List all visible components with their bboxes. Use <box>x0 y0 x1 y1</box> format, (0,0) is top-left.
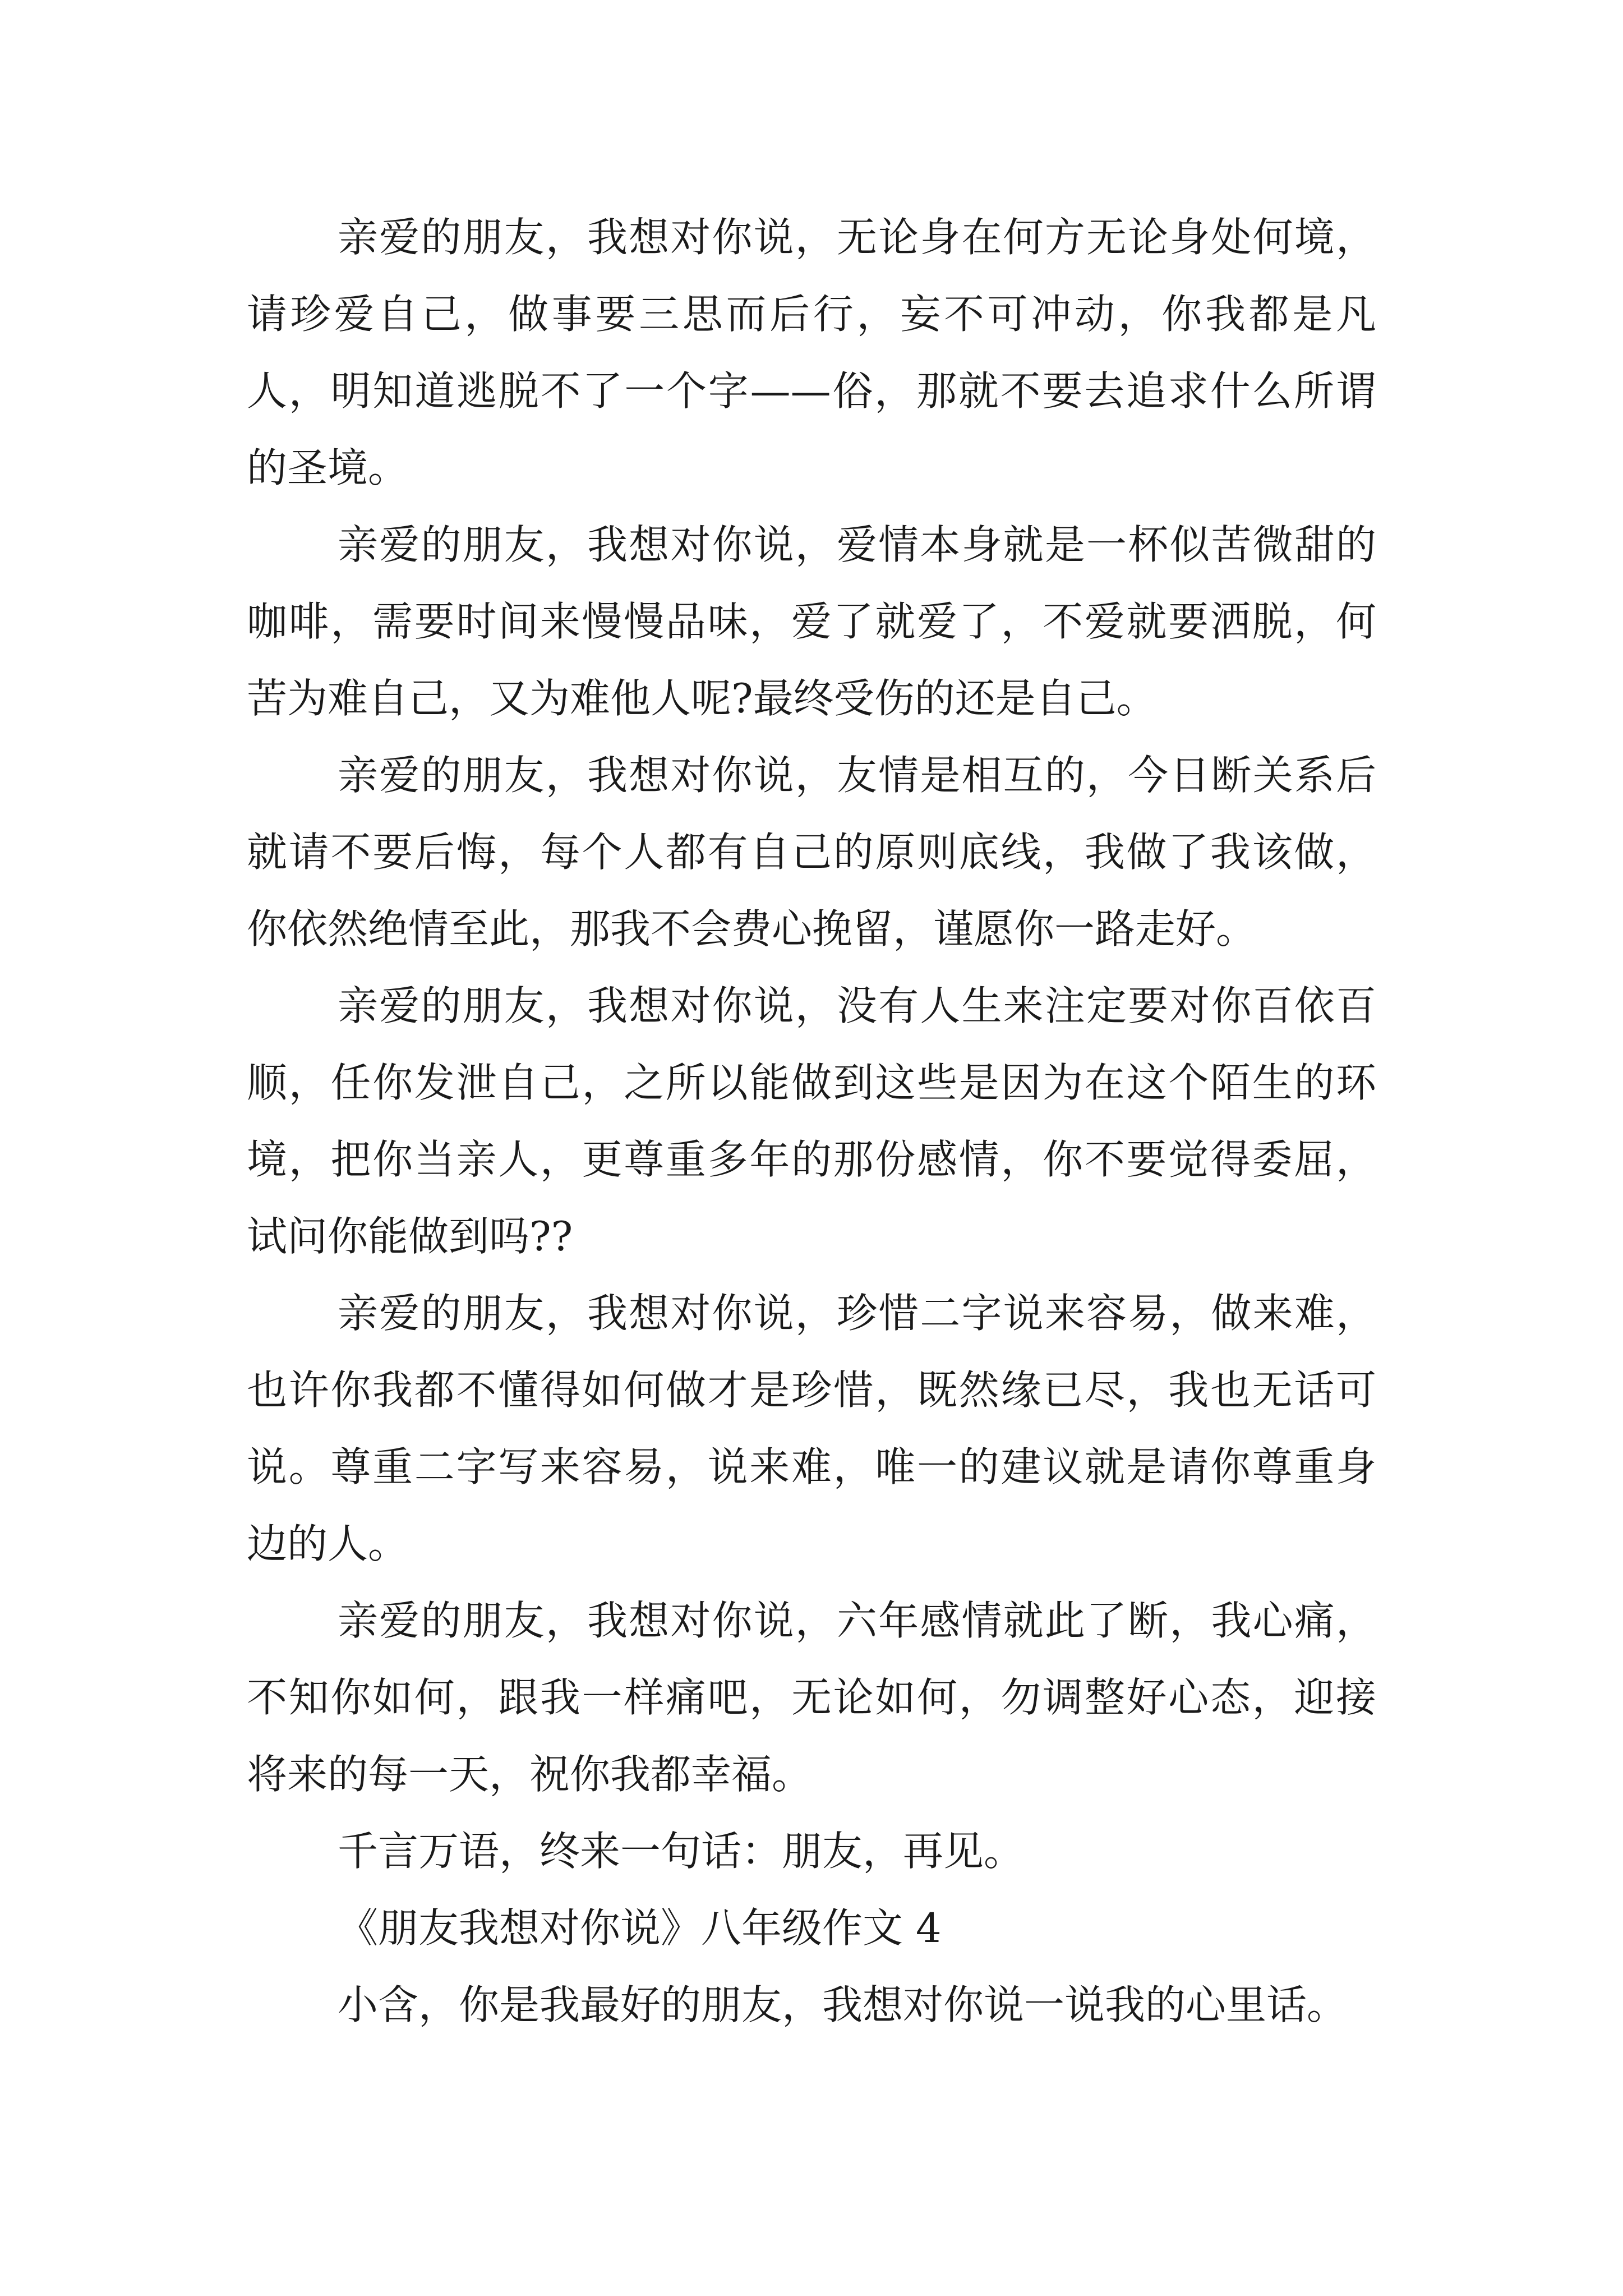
paragraph: 亲爱的朋友，我想对你说，六年感情就此了断，我心痛，不知你如何，跟我一样痛吧，无论如何，勿调整好心态，迎接将来的每一天，祝你我都幸福。 <box>247 1597 1376 1798</box>
document-body <box>247 199 1376 2044</box>
paragraph: 亲爱的朋友，我想对你说，没有人生来注定要对你百依百顺，任你发泄自己，之所以能做到这些是因为在这个陌生的环境，把你当亲人，更尊重多年的那份感情，你不要觉得委屈，试问你能做到吗?? <box>247 982 1376 1260</box>
paragraph: 亲爱的朋友，我想对你说，无论身在何方无论身处何境，请珍爱自己，做事要三思而后行，妄不可冲动，你我都是凡人，明知道逃脱不了一个字——俗，那就不要去追求什么所谓的圣境。 <box>247 214 1376 491</box>
paragraph: 亲爱的朋友，我想对你说，友情是相互的，今日断关系后就请不要后悔，每个人都有自己的原则底线，我做了我该做，你依然绝情至此，那我不会费心挽留，谨愿你一路走好。 <box>247 752 1376 953</box>
paragraph: 千言万语，终来一句话：朋友，再见。 <box>338 1828 1025 1875</box>
paragraph: 亲爱的朋友，我想对你说，珍惜二字说来容易，做来难，也许你我都不懂得如何做才是珍惜，既然缘已尽，我也无话可说。尊重二字写来容易，说来难，唯一的建议就是请你尊重身边的人。 <box>247 1290 1376 1567</box>
paragraph: 小含，你是我最好的朋友，我想对你说一说我的心里话。 <box>338 1981 1348 2028</box>
paragraph: 亲爱的朋友，我想对你说，爱情本身就是一杯似苦微甜的咖啡，需要时间来慢慢品味，爱了就爱了，不爱就要洒脱，何苦为难自己，又为难他人呢?最终受伤的还是自己。 <box>247 521 1376 722</box>
section-heading: 《朋友我想对你说》八年级作文 4 <box>338 1904 942 1952</box>
